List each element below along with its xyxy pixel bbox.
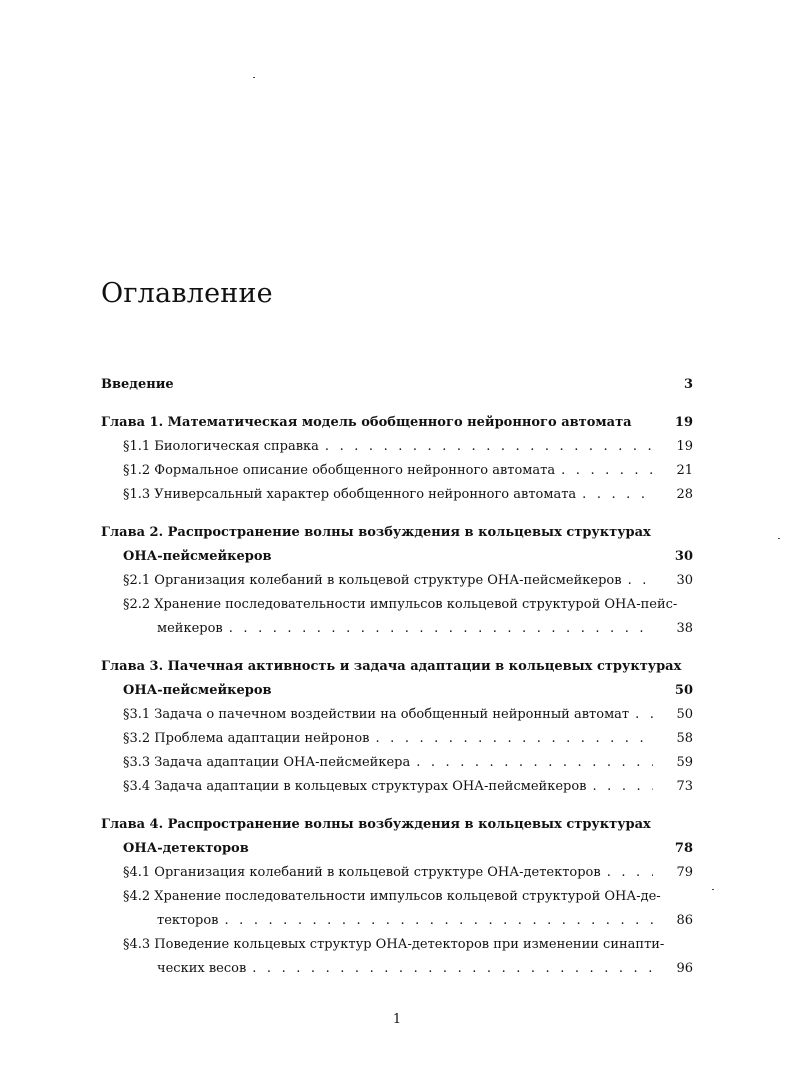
toc-page-number: 30 <box>653 545 693 569</box>
toc-chapter-4[interactable] <box>101 813 693 837</box>
toc-section-1-2[interactable] <box>101 459 693 483</box>
toc-section-4-3[interactable] <box>101 933 693 957</box>
scan-speck <box>253 77 255 78</box>
toc-chapter-1[interactable] <box>101 411 693 435</box>
toc-section-2-2-cont[interactable] <box>101 617 693 641</box>
toc-section-2-2[interactable] <box>101 593 693 617</box>
toc-page-number: 19 <box>653 411 693 435</box>
toc-chapter-2-cont[interactable] <box>101 545 693 569</box>
toc-page-number: 59 <box>653 751 693 775</box>
toc-page-number: 21 <box>653 459 693 483</box>
toc-section-1-1[interactable] <box>101 435 693 459</box>
toc-page-number: 96 <box>653 957 693 981</box>
toc-chapter-3-cont[interactable] <box>101 679 693 703</box>
toc-section-label-cont: мейкеров <box>157 617 229 641</box>
toc-section-label: §3.3 Задача адаптации ОНА-пейсмейкера <box>123 751 416 775</box>
toc-section-3-2[interactable] <box>101 727 693 751</box>
toc-section-3-3[interactable] <box>101 751 693 775</box>
toc-chapter-title-cont: ОНА-детекторов <box>123 841 249 856</box>
toc-chapter-title-cont: ОНА-пейсмейкеров <box>123 549 272 564</box>
toc-page-number: 58 <box>653 727 693 751</box>
toc-section-4-3-cont[interactable] <box>101 957 693 981</box>
toc-section-label: §2.2 Хранение последовательности импульсов кольцевой структурой ОНА-пейс- <box>123 597 678 612</box>
dot-leader <box>416 751 659 775</box>
toc-page-number: 78 <box>653 837 693 861</box>
toc-section-label: §3.2 Проблема адаптации нейронов <box>123 727 375 751</box>
dot-leader <box>607 861 659 885</box>
toc-page-number: 30 <box>653 569 693 593</box>
toc-chapter-title-cont: ОНА-пейсмейкеров <box>123 683 272 698</box>
toc-section-2-1[interactable] <box>101 569 693 593</box>
toc-section-label-cont: ческих весов <box>157 957 252 981</box>
toc-chapter-2[interactable] <box>101 521 693 545</box>
toc-page-number: 73 <box>653 775 693 799</box>
toc-section-4-2-cont[interactable] <box>101 909 693 933</box>
toc-intro-label: Введение <box>101 377 174 392</box>
toc-section-label: §4.2 Хранение последовательности импульсов кольцевой структурой ОНА-де- <box>123 889 661 904</box>
toc-section-label: §3.1 Задача о пачечном воздействии на обобщенный нейронный автомат <box>123 703 635 727</box>
toc-section-label: §4.3 Поведение кольцевых структур ОНА-детекторов при изменении синапти- <box>123 937 665 952</box>
toc-section-label: §1.1 Биологическая справка <box>123 435 325 459</box>
toc-page-number: 28 <box>653 483 693 507</box>
toc-chapter-title: Глава 1. Математическая модель обобщенного нейронного автомата <box>101 415 632 430</box>
table-of-contents <box>101 373 693 981</box>
toc-section-label: §1.3 Универсальный характер обобщенного нейронного автомата <box>123 483 582 507</box>
dot-leader <box>325 435 659 459</box>
toc-page-number: 38 <box>653 617 693 641</box>
dot-leader <box>561 459 659 483</box>
dot-leader <box>252 957 659 981</box>
dot-leader <box>592 775 659 799</box>
toc-section-4-2[interactable] <box>101 885 693 909</box>
toc-page-number: 3 <box>653 373 693 397</box>
toc-section-label: §1.2 Формальное описание обобщенного нейронного автомата <box>123 459 561 483</box>
toc-chapter-3[interactable] <box>101 655 693 679</box>
toc-chapter-title: Глава 3. Пачечная активность и задача адаптации в кольцевых структурах <box>101 659 682 674</box>
toc-section-4-1[interactable] <box>101 861 693 885</box>
toc-section-3-4[interactable] <box>101 775 693 799</box>
toc-section-label: §3.4 Задача адаптации в кольцевых структурах ОНА-пейсмейкеров <box>123 775 592 799</box>
toc-chapter-4-cont[interactable] <box>101 837 693 861</box>
toc-section-3-1[interactable] <box>101 703 693 727</box>
page-title: Оглавление <box>101 278 273 309</box>
toc-page-number: 50 <box>653 679 693 703</box>
toc-section-1-3[interactable] <box>101 483 693 507</box>
scan-speck <box>778 538 780 539</box>
toc-chapter-title: Глава 2. Распространение волны возбуждения в кольцевых структурах <box>101 525 651 540</box>
toc-page-number: 19 <box>653 435 693 459</box>
dot-leader <box>229 617 659 641</box>
toc-page-number: 86 <box>653 909 693 933</box>
toc-page-number: 50 <box>653 703 693 727</box>
toc-page-number: 79 <box>653 861 693 885</box>
toc-intro[interactable] <box>101 373 693 397</box>
toc-chapter-title: Глава 4. Распространение волны возбуждения в кольцевых структурах <box>101 817 651 832</box>
toc-section-label-cont: текторов <box>157 909 225 933</box>
page-number: 1 <box>392 1012 402 1027</box>
toc-section-label: §2.1 Организация колебаний в кольцевой структуре ОНА-пейсмейкеров <box>123 569 628 593</box>
toc-section-label: §4.1 Организация колебаний в кольцевой структуре ОНА-детекторов <box>123 861 607 885</box>
dot-leader <box>375 727 659 751</box>
dot-leader <box>582 483 659 507</box>
dot-leader <box>225 909 660 933</box>
scan-speck <box>712 889 714 890</box>
